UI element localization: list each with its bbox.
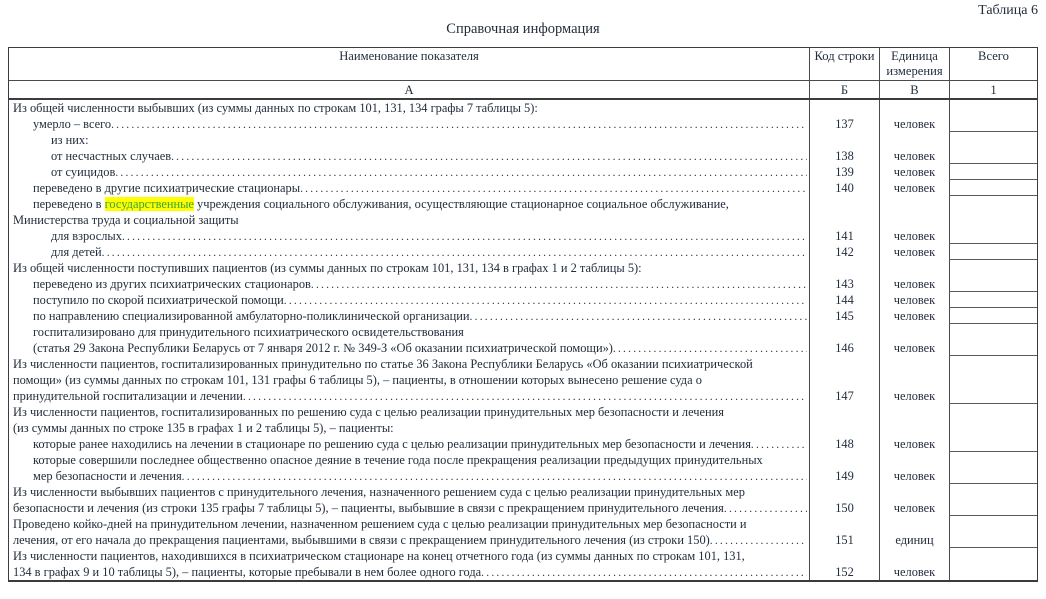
- leader-dots: [311, 276, 807, 292]
- row-code: 148: [809, 404, 879, 452]
- table-row: [9, 324, 1037, 356]
- indicator-text-composite: [33, 196, 729, 212]
- indicator-line: [13, 372, 807, 388]
- total-value-box[interactable]: [949, 260, 1037, 292]
- reference-table: [8, 47, 1038, 582]
- leader-dots: [300, 180, 807, 196]
- row-unit: человек: [879, 132, 949, 164]
- row-code: 141: [809, 196, 879, 244]
- indicator-text: от суицидов: [51, 165, 116, 179]
- indicator-text: Из общей численности выбывших (из суммы данных по строкам 101, 131, 134 графы 7 таблицы 5):: [13, 101, 538, 115]
- row-unit: человек: [879, 356, 949, 404]
- row-unit: человек: [879, 180, 949, 196]
- row-unit: человек: [879, 164, 949, 180]
- indicator-text: для взрослых: [51, 229, 122, 243]
- indicator-name-cell: [9, 356, 809, 404]
- total-value-box[interactable]: [949, 356, 1037, 404]
- indicator-text: которые совершили последнее общественно опасное деяние в течение года после прекращения реализации предыдущих принудительных: [33, 453, 763, 467]
- table-row: [9, 100, 1037, 132]
- col-header-total: Всего: [949, 48, 1037, 80]
- indicator-name-cell: [9, 484, 809, 516]
- leader-dots: [122, 228, 807, 244]
- leader-dots: [182, 468, 807, 484]
- row-code: 144: [809, 292, 879, 308]
- indicator-name-cell: [9, 196, 809, 244]
- leader-dots: [115, 164, 807, 180]
- indicator-line: [13, 180, 807, 196]
- indicator-line: [13, 564, 807, 580]
- table-row: [9, 132, 1037, 164]
- table-row: [9, 548, 1037, 580]
- indicator-name-cell: [9, 132, 809, 164]
- indicator-name-cell: [9, 548, 809, 580]
- row-unit: человек: [879, 100, 949, 132]
- highlighted-word: государственные: [104, 197, 194, 211]
- indicator-text: Проведено койко-дней на принудительном лечении, назначенном решением суда с целью реализации принудительных мер безопасности и: [13, 517, 747, 531]
- indicator-line: [13, 532, 807, 548]
- table-row: [9, 452, 1037, 484]
- total-value-box[interactable]: [949, 548, 1037, 580]
- table-header-row: [9, 48, 1037, 81]
- leader-dots: [724, 500, 807, 516]
- table-row: [9, 244, 1037, 260]
- indicator-line: [13, 292, 807, 308]
- table-body: [9, 100, 1037, 580]
- row-code: 151: [809, 516, 879, 548]
- row-code: 138: [809, 132, 879, 164]
- indicator-line: [13, 276, 807, 292]
- indicator-name-cell: [9, 244, 809, 260]
- row-code: 140: [809, 180, 879, 196]
- total-value-box[interactable]: [949, 164, 1037, 180]
- subheader-name: А: [404, 82, 414, 97]
- row-unit: человек: [879, 292, 949, 308]
- indicator-name-cell: [9, 308, 809, 324]
- indicator-line: [13, 404, 807, 420]
- col-header-name: Наименование показателя: [339, 49, 479, 63]
- indicator-line: [13, 228, 807, 244]
- indicator-name-cell: [9, 516, 809, 548]
- indicator-name-cell: [9, 180, 809, 196]
- total-value-box[interactable]: [949, 516, 1037, 548]
- indicator-text: принудительной госпитализации и лечении: [13, 389, 243, 403]
- indicator-line: [13, 212, 807, 228]
- total-value-box[interactable]: [949, 244, 1037, 260]
- indicator-text: Из численности пациентов, находившихся в психиатрическом стационаре на конец отчетного года (из суммы данных по строкам 101, 131,: [13, 549, 745, 563]
- indicator-text: (статья 29 Закона Республики Беларусь от 7 января 2012 г. № 349-З «Об оказании психиатрической помощи»): [33, 341, 613, 355]
- indicator-line: [13, 516, 807, 532]
- row-unit: человек: [879, 484, 949, 516]
- indicator-text: переведено из других психиатрических стационаров: [33, 277, 311, 291]
- indicator-line: [13, 484, 807, 500]
- table-subheader-row: [9, 81, 1037, 100]
- total-value-box[interactable]: [949, 404, 1037, 452]
- indicator-text: 134 в графах 9 и 10 таблицы 5), – пациенты, которые пребывали в нем более одного года: [13, 565, 482, 579]
- total-value-box[interactable]: [949, 100, 1037, 132]
- leader-dots: [102, 244, 807, 260]
- indicator-line: [13, 148, 807, 164]
- indicator-text: безопасности и лечения (из строки 135 графы 7 таблицы 5), – пациенты, выбывшие в связи с прекращением принудительного лечения: [13, 501, 724, 515]
- page-title: Справочная информация: [446, 21, 600, 37]
- indicator-text: Из численности пациентов, госпитализированных по решению суда с целью реализации принудительных мер безопасности и лечения: [13, 405, 724, 419]
- leader-dots: [111, 116, 807, 132]
- leader-dots: [613, 340, 807, 356]
- subheader-code: Б: [809, 81, 879, 98]
- table-row: [9, 292, 1037, 308]
- row-code: 149: [809, 452, 879, 484]
- indicator-name-cell: [9, 260, 809, 292]
- indicator-text: лечения, от его начала до прекращения пациентами, выбывшими в связи с прекращением принудительного лечения (из строки 150): [13, 533, 710, 547]
- indicator-text: помощи» (из суммы данных по строкам 101, 131 графы 6 таблицы 5), – пациенты, в отношении которых вынесено решение суда о: [13, 373, 702, 387]
- subheader-unit: В: [879, 81, 949, 98]
- table-row: [9, 484, 1037, 516]
- indicator-text: для детей: [51, 245, 102, 259]
- indicator-line: [13, 116, 807, 132]
- total-value-box[interactable]: [949, 196, 1037, 244]
- indicator-name-cell: [9, 404, 809, 452]
- indicator-line: [13, 244, 807, 260]
- indicator-text: Из численности выбывших пациентов с принудительного лечения, назначенного решением суда с целью реализации принудительных мер: [13, 485, 745, 499]
- row-unit: человек: [879, 404, 949, 452]
- indicator-line: [13, 388, 807, 404]
- total-value-box[interactable]: [949, 308, 1037, 324]
- leader-dots: [470, 308, 807, 324]
- indicator-line: [13, 196, 807, 212]
- row-code: 142: [809, 244, 879, 260]
- indicator-line: [13, 308, 807, 324]
- indicator-line: [13, 100, 807, 116]
- table-row: [9, 308, 1037, 324]
- indicator-line: [13, 548, 807, 564]
- table-row: [9, 516, 1037, 548]
- indicator-text: умерло – всего: [33, 117, 112, 131]
- leader-dots: [481, 564, 807, 580]
- row-unit: человек: [879, 196, 949, 244]
- indicator-line: [13, 260, 807, 276]
- indicator-text: от несчастных случаев: [51, 149, 172, 163]
- row-unit: человек: [879, 452, 949, 484]
- indicator-text: мер безопасности и лечения: [33, 469, 182, 483]
- indicator-text: госпитализировано для принудительного психиатрического освидетельствования: [33, 325, 464, 339]
- indicator-line: [13, 340, 807, 356]
- indicator-line: [13, 420, 807, 436]
- indicator-name-cell: [9, 324, 809, 356]
- row-code: 147: [809, 356, 879, 404]
- table-row: [9, 404, 1037, 452]
- total-value-box[interactable]: [949, 180, 1037, 196]
- col-header-unit: Единица измерения: [879, 48, 949, 80]
- indicator-text: учреждения социального обслуживания, осуществляющие стационарное социальное обслуживание,: [193, 197, 729, 211]
- leader-dots: [243, 388, 807, 404]
- table-row: [9, 196, 1037, 244]
- leader-dots: [284, 292, 807, 308]
- indicator-name-cell: [9, 292, 809, 308]
- table-row: [9, 164, 1037, 180]
- indicator-text: переведено в: [33, 197, 105, 211]
- row-code: 146: [809, 324, 879, 356]
- indicator-text: переведено в другие психиатрические стационары: [33, 181, 301, 195]
- indicator-text: поступило по скорой психиатрической помощи: [33, 293, 284, 307]
- indicator-line: [13, 132, 807, 148]
- table-number-label: Таблица 6: [978, 3, 1038, 18]
- indicator-line: [13, 452, 807, 468]
- indicator-name-cell: [9, 164, 809, 180]
- indicator-name-cell: [9, 100, 809, 132]
- row-code: 139: [809, 164, 879, 180]
- total-value-box[interactable]: [949, 324, 1037, 356]
- row-code: 137: [809, 100, 879, 132]
- table-row: [9, 260, 1037, 292]
- total-value-box[interactable]: [949, 452, 1037, 484]
- leader-dots: [751, 436, 807, 452]
- row-code: 143: [809, 260, 879, 292]
- indicator-text: Из численности пациентов, госпитализированных принудительно по статье 36 Закона Республики Беларусь «Об оказании психиатрической: [13, 357, 753, 371]
- indicator-text: Министерства труда и социальной защиты: [13, 213, 239, 227]
- indicator-text: из них:: [51, 133, 89, 147]
- indicator-text: по направлению специализированной амбулаторно-поликлинической организации: [33, 309, 470, 323]
- indicator-name-cell: [9, 452, 809, 484]
- total-value-box[interactable]: [949, 292, 1037, 308]
- total-value-box[interactable]: [949, 484, 1037, 516]
- indicator-text: которые ранее находились на лечении в стационаре по решению суда с целью реализации принудительных мер безопасности и лечения: [33, 437, 751, 451]
- table-row: [9, 180, 1037, 196]
- col-header-code: Код строки: [809, 48, 879, 80]
- table-row: [9, 356, 1037, 404]
- row-code: 152: [809, 548, 879, 580]
- indicator-line: [13, 500, 807, 516]
- row-unit: человек: [879, 260, 949, 292]
- indicator-text: (из суммы данных по строке 135 в графах 1 и 2 таблицы 5), – пациенты:: [13, 421, 394, 435]
- row-unit: человек: [879, 244, 949, 260]
- indicator-line: [13, 436, 807, 452]
- indicator-text: Из общей численности поступивших пациентов (из суммы данных по строкам 101, 131, 134 в графах 1 и 2 таблицы 5):: [13, 261, 642, 275]
- row-unit: человек: [879, 548, 949, 580]
- total-value-box[interactable]: [949, 132, 1037, 164]
- row-unit: человек: [879, 324, 949, 356]
- indicator-line: [13, 324, 807, 340]
- indicator-line: [13, 164, 807, 180]
- subheader-total: 1: [949, 81, 1037, 98]
- row-code: 145: [809, 308, 879, 324]
- row-code: 150: [809, 484, 879, 516]
- indicator-line: [13, 468, 807, 484]
- leader-dots: [171, 148, 807, 164]
- leader-dots: [710, 532, 807, 548]
- indicator-line: [13, 356, 807, 372]
- row-unit: единиц: [879, 516, 949, 548]
- row-unit: человек: [879, 308, 949, 324]
